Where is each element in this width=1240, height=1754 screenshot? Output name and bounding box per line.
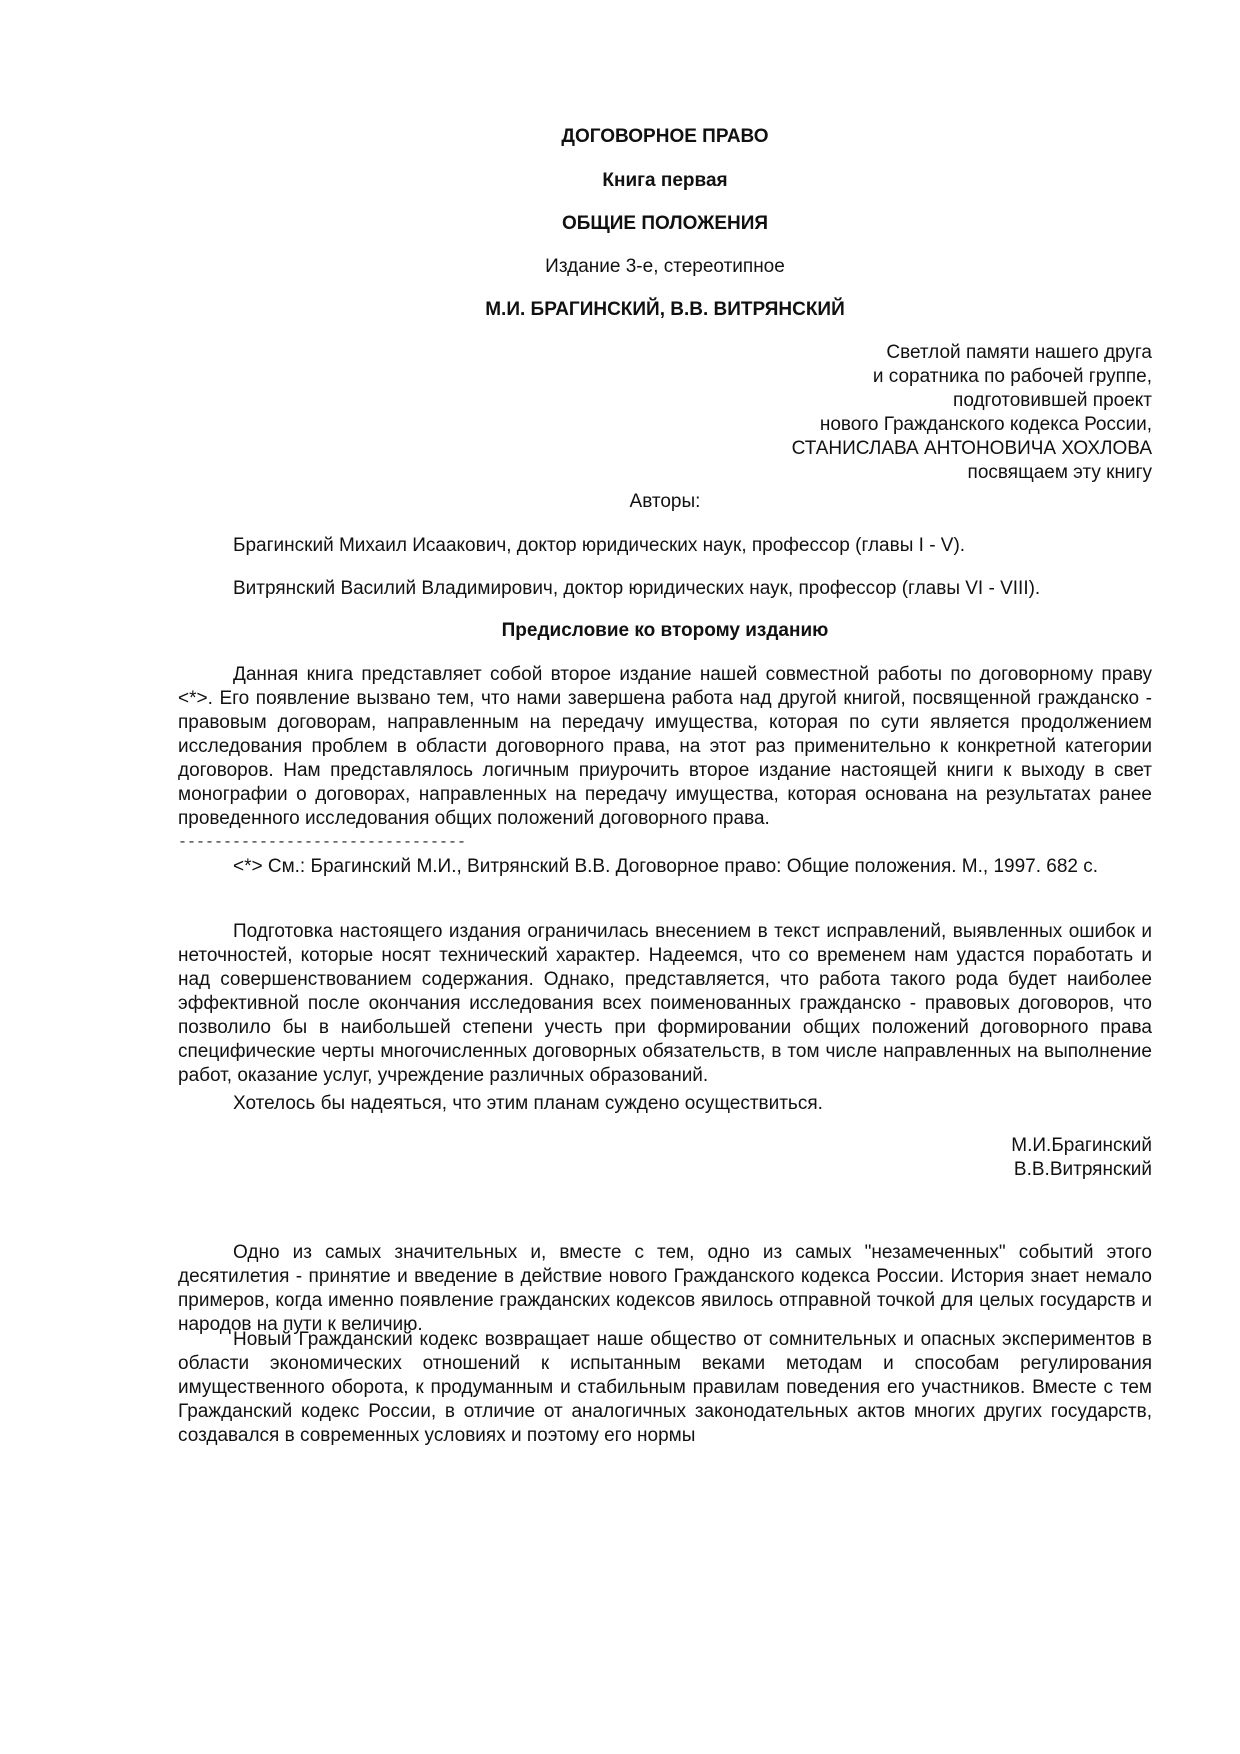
signature-line: В.В.Витрянский [1013,1159,1152,1180]
preface-paragraph-1 [178,663,1152,831]
dedication-line: и соратника по рабочей группе, [872,366,1152,387]
document-subtitle: ОБЩИЕ ПОЛОЖЕНИЯ [561,213,769,234]
footnote-separator: -------------------------------- [178,834,467,851]
authors-heading: Авторы: [629,491,701,512]
dedication-line: посвящаем эту книгу [967,462,1152,483]
dedication [178,341,1152,485]
authors-header: М.И. БРАГИНСКИЙ, В.В. ВИТРЯНСКИЙ [485,299,845,320]
paragraph-text: Одно из самых значительных и, вместе с тем, одно из самых "незамеченных" событий этого десятилетия - принятие и введение в действие нового Гражданского кодекса России. История знает немало примеров, когда именно появление гражданских кодексов явилось отправной точкой для целых государств и народов на пути к величию. [178,1242,1152,1335]
book-label: Книга первая [602,170,728,191]
signature-line: М.И.Брагинский [1011,1135,1152,1156]
preface-heading: Предисловие ко второму изданию [501,620,829,641]
footnote-text: <*> См.: Брагинский М.И., Витрянский В.В. Договорное право: Общие положения. М., 1997. 682 с. [233,856,1099,877]
dedication-line: Светлой памяти нашего друга [886,342,1152,363]
edition-label: Издание 3-е, стереотипное [545,256,785,277]
paragraph-text: Данная книга представляет собой второе издание нашей совместной работы по договорному праву <*>. Его появление вызвано тем, что нами завершена работа над другой книгой, посвященной гражданско - правовым договорам, направленным на передачу имущества, которая по сути является продолжением исследования проблем в области договорного права, на этот раз применительно к конкретной категории договоров. Нам представлялось логичным приурочить второе издание настоящей книги к выходу в свет монографии о договорах, направленных на передачу имущества, которая основана на результатах ранее проведенного исследования общих положений договорного права. [178,664,1152,829]
paragraph-text: Подготовка настоящего издания ограничилась внесением в текст исправлений, выявленных ошибок и неточностей, которые носят технический характер. Надеемся, что со временем нам удастся поработать и над совершенствованием содержания. Однако, представляется, что работа такого рода будет наиболее эффективной после окончания исследования всех поименованных гражданско - правовых договоров, что позволило бы в наибольшей степени учесть при формировании общих положений договорного права специфические черты многочисленных договорных обязательств, в том числе направленных на выполнение работ, оказание услуг, учреждение различных образований. [178,921,1152,1086]
author-text: Витрянский Василий Владимирович, доктор юридических наук, профессор (главы VI - VIII). [233,578,1041,599]
document-title: ДОГОВОРНОЕ ПРАВО [561,126,769,147]
footnote-rule [178,834,1152,852]
footnote [178,855,1152,879]
author-item [178,534,1152,558]
paragraph-text: Новый Гражданский кодекс возвращает наше общество от сомнительных и опасных экспериментов в области экономических отношений к испытанным веками методам и способам регулирования имущественного оборота, к продуманным и стабильным правилам поведения его участников. Вместе с тем Гражданский кодекс России, в отличие от аналогичных законодательных актов многих других государств, создавался в современных условиях и поэтому его нормы [178,1329,1152,1446]
dedication-line: СТАНИСЛАВА АНТОНОВИЧА ХОХЛОВА [791,438,1152,459]
author-text: Брагинский Михаил Исаакович, доктор юридических наук, профессор (главы I - V). [233,535,966,556]
main-paragraph-2 [178,1328,1152,1448]
preface-paragraph-2 [178,920,1152,1088]
preface-paragraph-3 [178,1092,1152,1116]
dedication-line: нового Гражданского кодекса России, [819,414,1152,435]
main-paragraph-1 [178,1241,1152,1337]
signature [178,1134,1152,1182]
author-item [178,577,1152,601]
dedication-line: подготовившей проект [953,390,1152,411]
paragraph-text: Хотелось бы надеяться, что этим планам суждено осуществиться. [233,1093,823,1114]
